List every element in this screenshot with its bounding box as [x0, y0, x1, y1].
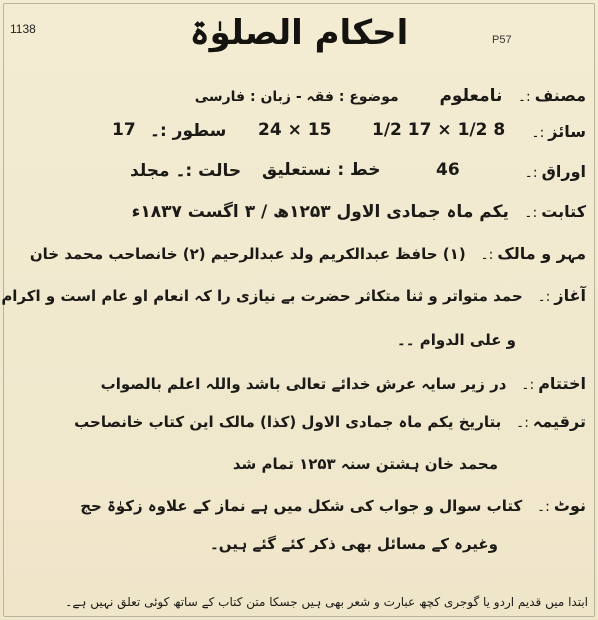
label-remark: نوٹ — [553, 496, 586, 515]
page-number: 1138 — [10, 22, 36, 36]
sep-remark: :۔ — [536, 499, 550, 515]
value-folios: 46 — [436, 160, 460, 180]
label-scribe-note: ترقیمہ — [532, 412, 586, 431]
label-folios: اوراق — [541, 162, 586, 181]
value-remark-line-1: کتاب سوال و جواب کی شکل میں ہے نماز کے علاوہ زکوٰۃ حج — [80, 497, 523, 515]
value-size-dims-2: 15 × 24 — [258, 120, 332, 140]
sep-incipit: :۔ — [537, 289, 551, 305]
reference-code: P57 — [492, 34, 512, 46]
manuscript-title: احکام الصلوٰۃ — [189, 13, 409, 53]
sep-scribe-note: :۔ — [516, 415, 529, 431]
row-seals — [30, 242, 586, 267]
value-lines: 17 — [112, 120, 136, 140]
value-remark-line-2: وغیرہ کے مسائل بھی ذکر کئے گئے ہیں۔ — [209, 535, 498, 553]
row-incipit — [1, 284, 586, 309]
value-seals: (۱) حافظ عبدالکریم ولد عبدالرحیم (۲) خانصاحب محمد خان — [29, 245, 466, 263]
row-explicit — [101, 372, 586, 397]
footnote: ابتدا میں قدیم اردو یا گوجری کچھ عبارت و شعر بھی ہیں جسکا متن کتاب کے ساتھ کوئی تعلق نہیں ہے۔ — [65, 595, 588, 609]
sep-colophon: :۔ — [524, 205, 538, 221]
value-colophon: یکم ماہ جمادی الاول ۱۲۵۳ھ / ۳ اگست ۱۸۳۷ء — [131, 202, 509, 222]
value-incipit-line-1: حمد متواتر و ثنا متکاثر حضرت بے نیازی را کہ انعام او عام است و اکرام — [1, 287, 523, 305]
label-lines: سطور :۔ — [150, 121, 227, 141]
value-incipit-line-2: و علی الدوام ۔۔ — [396, 331, 516, 349]
row-author — [195, 84, 586, 109]
value-scribe-note-line-1: بتاریخ یکم ماہ جمادی الاول (کذا) مالک این کتاب خانصاحب — [74, 413, 502, 431]
value-condition: حالت :۔ مجلد — [130, 161, 242, 181]
row-incipit-continuation — [397, 328, 516, 352]
label-colophon: کتابت — [541, 202, 586, 221]
sep-folios: :۔ — [524, 165, 538, 181]
label-explicit: اختتام — [538, 374, 586, 393]
value-author: نامعلوم — [439, 86, 503, 106]
value-scribe-note-line-2: محمد خان ہشتن سنہ ۱۲۵۳ تمام شد — [232, 455, 498, 473]
row-remark-continuation — [210, 532, 498, 556]
row-remark — [80, 494, 586, 519]
label-incipit: آغاز — [554, 286, 586, 305]
value-subject-language: موضوع : فقہ - زبان : فارسی — [194, 89, 399, 105]
sep-explicit: :۔ — [521, 377, 535, 393]
value-explicit: در زیر سایہ عرش خدائے تعالی باشد واللہ اعلم بالصواب — [100, 375, 507, 393]
row-scribe-note — [74, 410, 586, 435]
value-script: خط : نستعلیق — [262, 160, 381, 180]
value-size-dims-1: 8 1/2 × 17 1/2 — [372, 120, 506, 140]
sep-author: :۔ — [517, 89, 531, 105]
sep-size: :۔ — [531, 125, 545, 141]
label-seals: مہر و مالک — [497, 244, 586, 263]
row-folios — [515, 160, 586, 185]
row-colophon — [132, 200, 586, 225]
label-size: سائز — [548, 122, 586, 141]
row-scribe-note-continuation — [233, 452, 498, 476]
label-author: مصنف — [534, 86, 586, 105]
sep-seals: :۔ — [480, 247, 494, 263]
